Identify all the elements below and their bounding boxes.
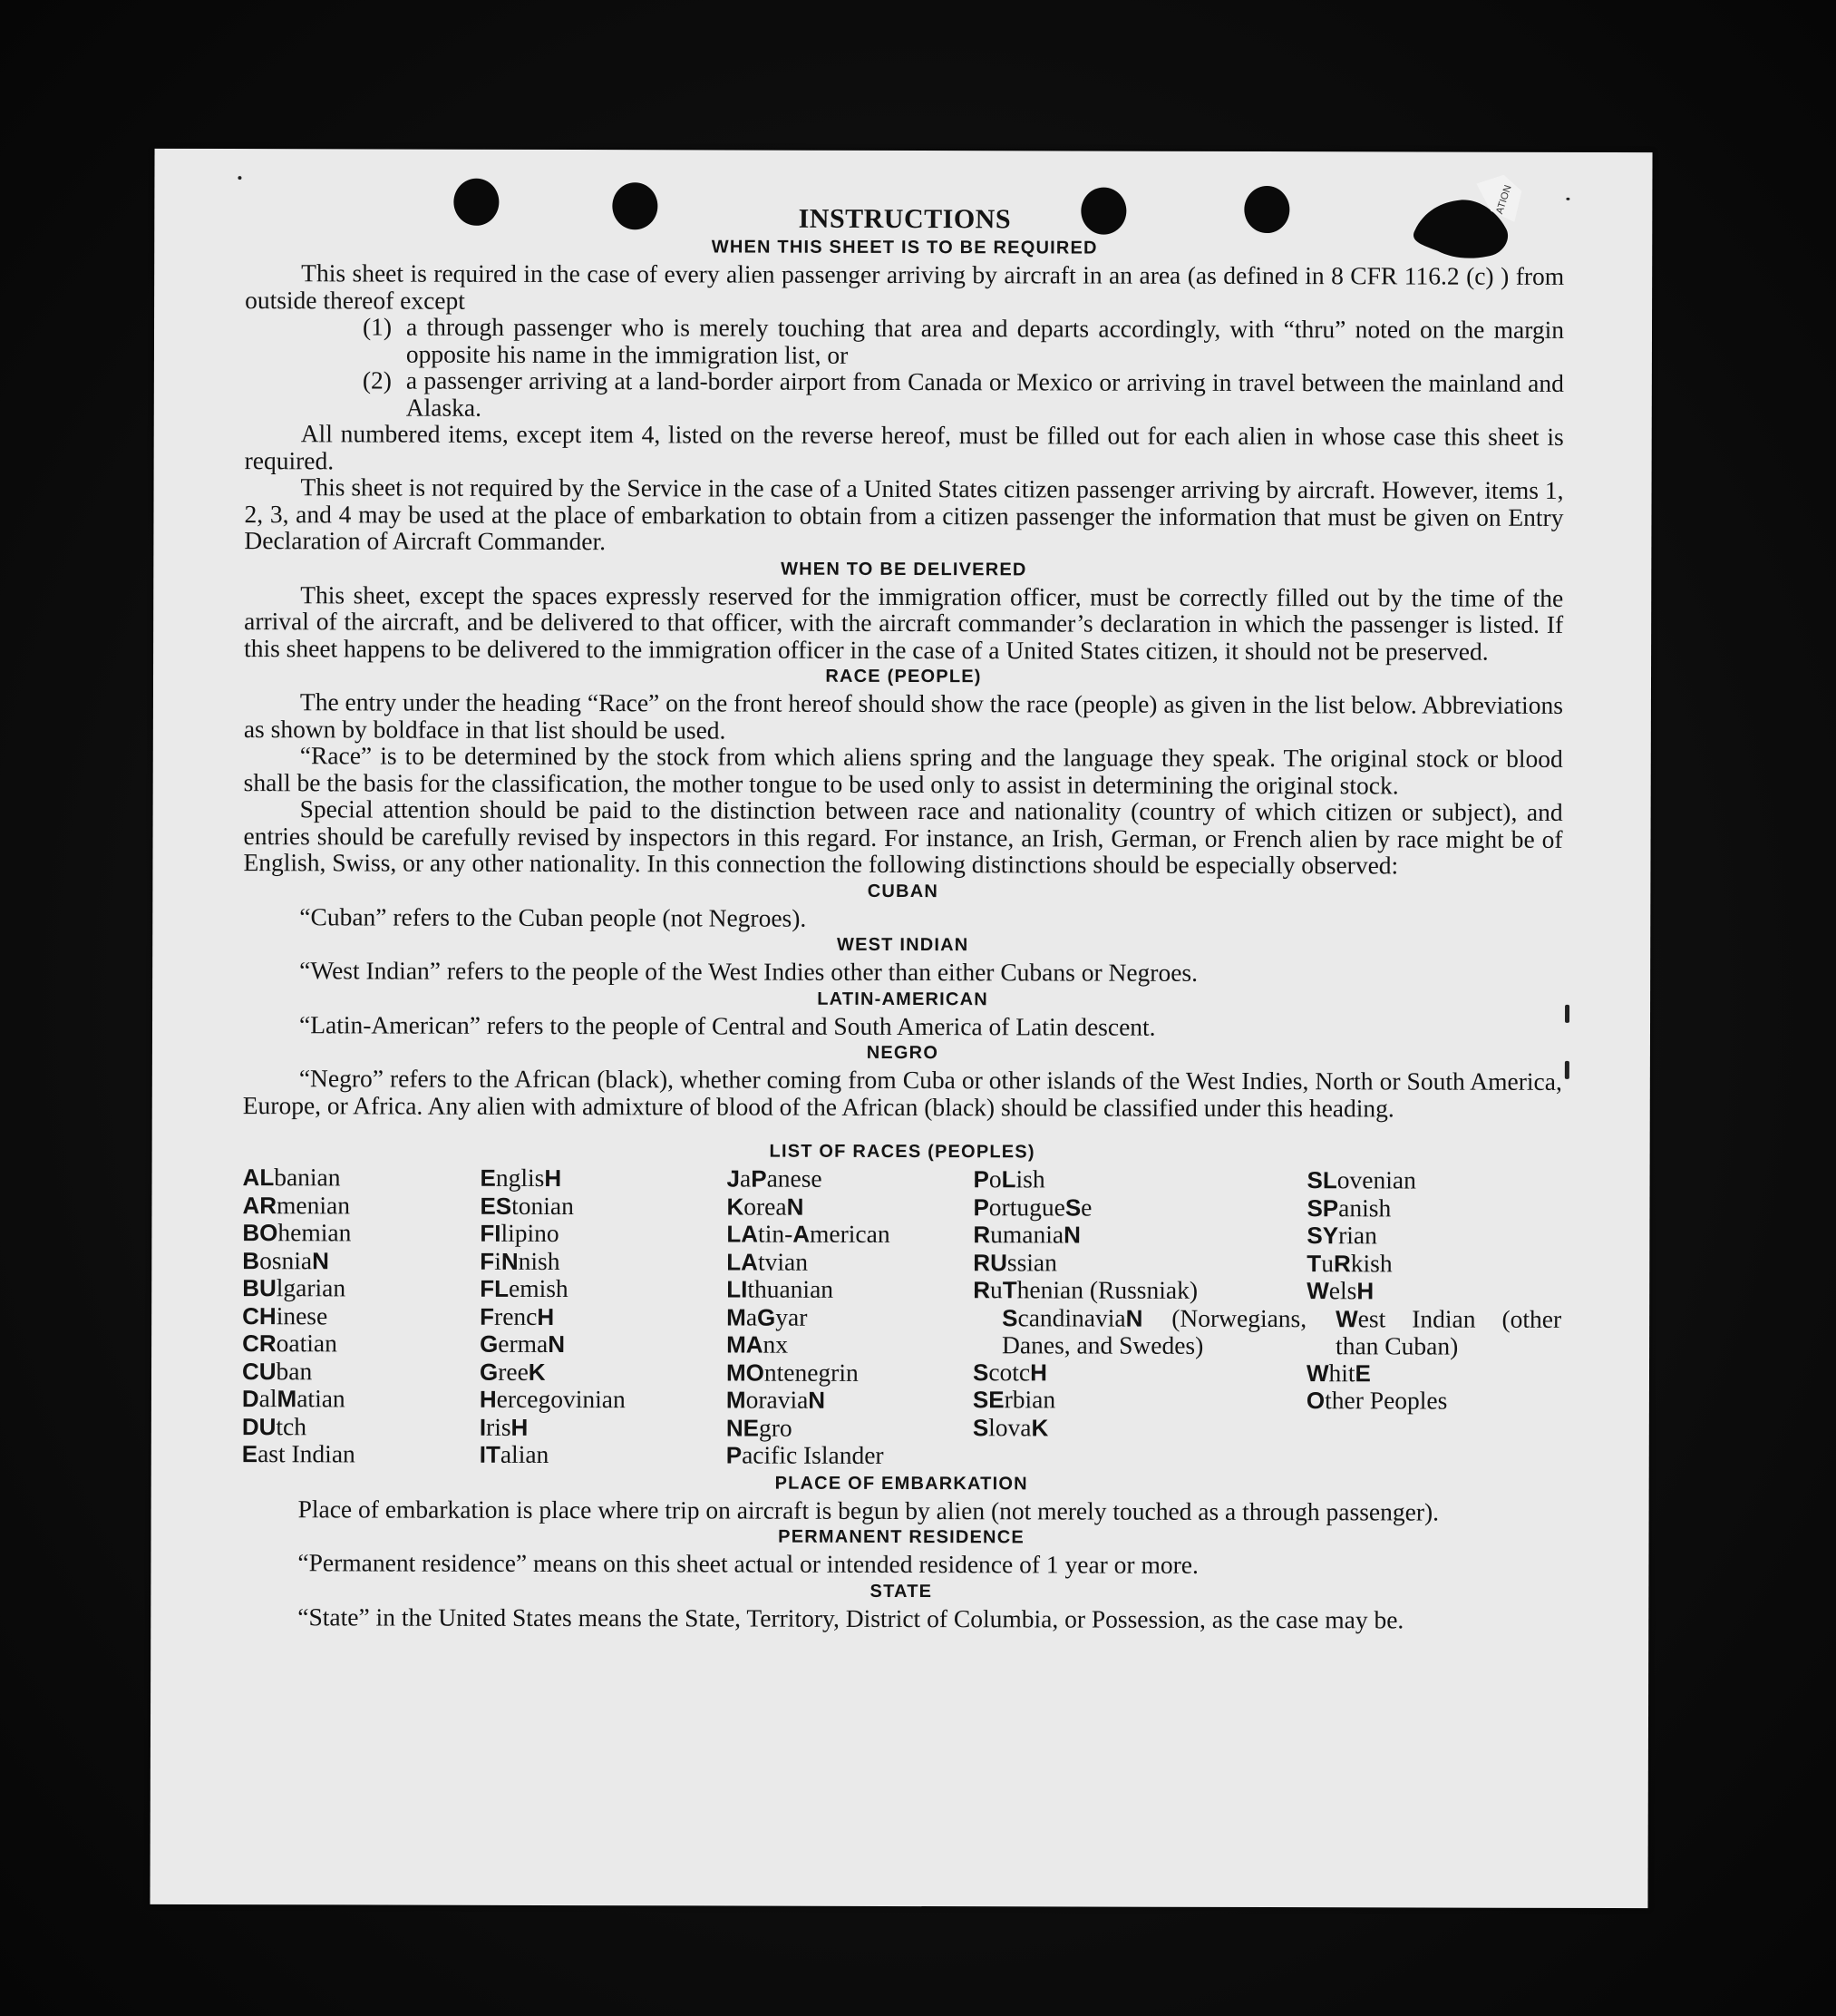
document-page	[150, 149, 1652, 1908]
race-entry: IrisH	[479, 1412, 529, 1441]
race-entry: Other Peoples	[1306, 1386, 1448, 1415]
races-column	[1307, 1166, 1562, 1471]
definition-heading-cuban: CUBAN	[867, 881, 939, 901]
race-entry: ScotcH	[972, 1357, 1047, 1386]
section-heading-required: WHEN THIS SHEET IS TO BE REQUIRED	[711, 237, 1098, 258]
required-paragraph-2: All numbered items, except item 4, listed on the reverse hereof, must be filled out for each alien in whose case this sheet is required.	[244, 419, 1564, 474]
race-entry: MaGyar	[726, 1302, 808, 1331]
list-of-races	[242, 1164, 1562, 1471]
races-column	[480, 1164, 727, 1469]
embarkation-paragraph: Place of embarkation is place where trip on aircraft is begun by alien (not merely touched as a through passenger).	[297, 1494, 1440, 1526]
definition-negro: “Negro” refers to the African (black), whether coming from Cuba or other islands of the West Indies, North or South America, Europe, or Africa. Any alien with admixture of blood of the African (black) should be classified under this heading.	[242, 1064, 1562, 1122]
section-heading-embarkation: PLACE OF EMBARKATION	[774, 1473, 1028, 1494]
section-heading-delivered: WHEN TO BE DELIVERED	[781, 559, 1027, 579]
race-entry: FiNnish	[480, 1246, 560, 1275]
race-entry: SLovenian	[1307, 1165, 1416, 1194]
exception-number: (1)	[362, 312, 393, 341]
race-entry: SErbian	[972, 1385, 1056, 1414]
races-column	[242, 1164, 481, 1468]
residence-paragraph: “Permanent residence” means on this sheet actual or intended residence of 1 year or more.	[297, 1548, 1199, 1579]
race-entry: SlovaK	[972, 1412, 1049, 1441]
definition-heading-latin-american: LATIN-AMERICAN	[817, 989, 988, 1009]
race-entry: BUlgarian	[242, 1273, 346, 1302]
race-entry: MOntenegrin	[725, 1358, 859, 1387]
race-entry: East Indian	[241, 1439, 355, 1468]
race-entry: RUssian	[973, 1247, 1057, 1276]
page-title: INSTRUCTIONS	[798, 203, 1012, 235]
section-heading-state: STATE	[869, 1581, 933, 1602]
race-entry: GermaN	[480, 1329, 566, 1359]
race-entry: FrencH	[480, 1301, 555, 1330]
required-paragraph-3: This sheet is not required by the Service in the case of a United States citizen passenger arriving by aircraft. However, items 1, 2, 3, and 4 may be used at the place of embarkation to obtain from a citizen passenger the information that must be given on Entry Declaration of Aircraft Commander.	[244, 472, 1564, 556]
race-entry: MAnx	[726, 1329, 789, 1359]
required-intro: This sheet is required in the case of every alien passenger arriving by aircraft in an area (as defined in 8 CFR 116.2 (c) ) from outside thereof except	[245, 258, 1565, 315]
race-entry: CUban	[241, 1356, 313, 1385]
svg-text:ATION: ATION	[1494, 183, 1514, 216]
race-entry: GreeK	[479, 1357, 546, 1386]
race-paragraph-3: Special attention should be paid to the distinction between race and nationality (country of which citizen or subject), and entries should be carefully revised by inspectors in this regard. For instance, an Irish, German, or French alien by race might be of English, Swiss, or any other nationality. In this connection the following distinctions should be especially observed:	[243, 794, 1563, 880]
race-entry: TuRkish	[1307, 1248, 1393, 1277]
race-entry: RuThenian (Russniak)	[973, 1275, 1199, 1304]
race-entry: MoraviaN	[725, 1385, 826, 1414]
section-heading-race: RACE (PEOPLE)	[825, 666, 982, 687]
state-paragraph: “State” in the United States means the State, Territory, District of Columbia, or Possession, as the case may be.	[297, 1602, 1404, 1633]
race-entry: West Indian (other than Cuban)	[1336, 1303, 1562, 1360]
race-entry: DalMatian	[241, 1384, 345, 1413]
delivered-paragraph: This sheet, except the spaces expressly reserved for the immigration officer, must be correctly filled out by the time of the arrival of the aircraft, and be delivered to that officer, with the aircraft commander’s declaration in which the passenger is listed. If this sheet happens to be delivered to the immigration officer in the case of a United States citizen, it should not be preserved.	[244, 579, 1564, 666]
exception-text: a passenger arriving at a land-border airport from Canada or Mexico or arriving in travel between the mainland and Alaska.	[405, 365, 1564, 422]
exception-text: a through passenger who is merely touching that area and departs accordingly, with “thru” noted on the margin opposite his name in the immigration list, or	[405, 312, 1565, 369]
definition-west-indian: “West Indian” refers to the people of the West Indies other than either Cubans or Negroes.	[299, 956, 1199, 987]
race-entry: RumaniaN	[973, 1220, 1081, 1249]
race-entry: Hercegovinian	[479, 1384, 626, 1414]
race-entry: SPanish	[1307, 1193, 1392, 1222]
race-entry: KoreaN	[726, 1192, 804, 1221]
race-entry: ScandinaviaN (Norwegians, Danes, and Swedes)	[1002, 1302, 1307, 1359]
race-paragraph-1: The entry under the heading “Race” on the front hereof should show the race (people) as given in the list below. Abbreviations as shown by boldface in that list should be used.	[243, 687, 1563, 744]
exception-item-2	[363, 366, 1564, 423]
race-entry: LIthuanian	[726, 1274, 834, 1303]
race-entry: CHinese	[242, 1300, 328, 1329]
race-entry: BosniaN	[242, 1245, 329, 1274]
definition-heading-negro: NEGRO	[866, 1042, 939, 1064]
instructions-content	[241, 203, 1564, 1633]
definition-cuban: “Cuban” refers to the Cuban people (not Negroes).	[299, 901, 807, 932]
race-entry: Pacific Islander	[725, 1440, 884, 1469]
definition-heading-west-indian: WEST INDIAN	[836, 934, 969, 956]
exception-item-1	[363, 313, 1564, 369]
definition-latin-american: “Latin-American” refers to the people of Central and South America of Latin descent.	[298, 1009, 1156, 1041]
race-entry: BOhemian	[242, 1218, 352, 1247]
race-entry: LAtin-American	[726, 1219, 890, 1248]
race-entry: WhitE	[1306, 1358, 1371, 1387]
race-entry: PoLish	[973, 1164, 1045, 1193]
section-heading-list-of-races: LIST OF RACES (PEOPLES)	[769, 1141, 1035, 1163]
race-entry: EnglisH	[480, 1163, 562, 1193]
race-entry: WelsH	[1307, 1276, 1375, 1305]
race-entry: NEgro	[725, 1413, 792, 1442]
exception-number: (2)	[362, 365, 392, 394]
race-entry: JaPanese	[726, 1164, 822, 1193]
race-entry: LAtvian	[726, 1247, 809, 1276]
race-entry: PortugueSe	[973, 1192, 1093, 1222]
race-entry: ITalian	[479, 1439, 549, 1468]
race-paragraph-2: “Race” is to be determined by the stock from which aliens spring and the language they speak. The original stock or blood shall be the basis for the classification, the mother tongue to be used only to assist in determining the original stock.	[243, 741, 1563, 799]
race-entry: ARmenian	[242, 1190, 351, 1219]
races-column	[973, 1165, 1307, 1470]
race-entry: CRoatian	[242, 1329, 337, 1358]
races-column	[726, 1164, 974, 1469]
race-entry: FLemish	[480, 1273, 568, 1303]
race-entry: EStonian	[480, 1191, 574, 1220]
section-heading-residence: PERMANENT RESIDENCE	[778, 1526, 1025, 1548]
race-entry: SYrian	[1307, 1221, 1377, 1250]
race-entry: DUtch	[241, 1411, 307, 1440]
race-entry: ALbanian	[242, 1163, 341, 1192]
race-entry: FIlipino	[480, 1218, 559, 1248]
